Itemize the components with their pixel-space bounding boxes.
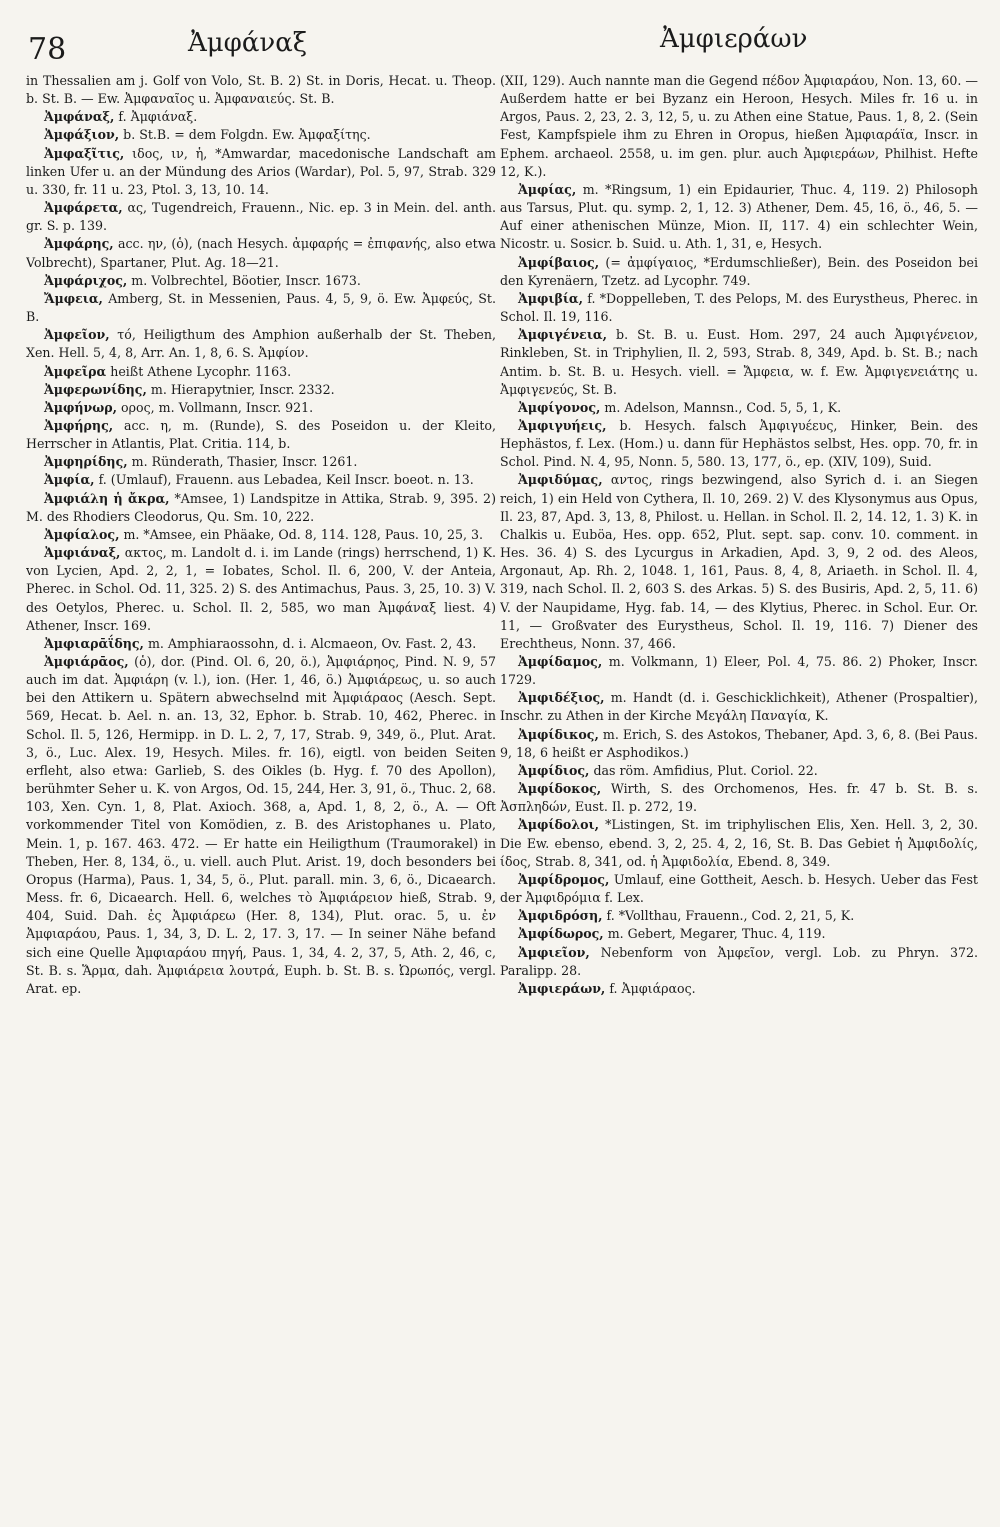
dictionary-entry (26, 108, 496, 126)
entry-text: m. Amphiaraossohn, d. i. Alcmaeon, Ov. Fast. 2, 43. (147, 635, 477, 651)
entry-headword: Ἀμφερωνίδης, (44, 381, 147, 397)
entry-headword: Ἀμφεῖον, (44, 327, 110, 343)
entry-text: b. St.B. = dem Folgdn. Ew. Ἀμφαξίτης. (123, 127, 371, 143)
entry-headword: Ἀμφεῖρα (44, 363, 107, 379)
dictionary-entry (500, 925, 978, 943)
entry-headword: Ἀμφιαρᾱΐδης, (44, 635, 144, 651)
dictionary-entry (500, 726, 978, 762)
entry-text: f. *Vollthau, Frauenn., Cod. 2, 21, 5, K. (606, 908, 855, 924)
right-running-headword: Ἀμφιεράων (660, 24, 808, 54)
right-column (500, 72, 978, 1502)
entry-text: m. Volbrechtel, Böotier, Inscr. 1673. (131, 272, 361, 288)
dictionary-entry (500, 689, 978, 725)
entry-headword: Ἀμφιγένεια, (518, 327, 608, 343)
dictionary-entry (500, 417, 978, 471)
dictionary-entry (26, 544, 496, 635)
dictionary-entry (26, 199, 496, 235)
entry-text: m. Gebert, Megarer, Thuc. 4, 119. (607, 926, 826, 942)
dictionary-entry (26, 272, 496, 290)
dictionary-entry (26, 399, 496, 417)
entry-headword: Ἄμφεια, (44, 290, 103, 306)
entry-text: αντος, rings bezwingend, also Syrich d. i. an Siegen reich, 1) ein Held von Cythera, Il. 10, 269. 2) V. des Klysonymus aus Opus, Il. 23, 87, Apd. 3, 13, 8, Philost. u. Hellan. in Schol. Il. 2, 14. 12, 1. 3) K. in Chalkis u. Euböa, Hes. opp. 652, Plut. sept. sap. conv. 10. comment. in Hes. 36. 4) S. des Lycurgus in Arkadien, Apd. 3, 9, 2 od. des Aleos, Argonaut, Ap. Rh. 2, 1048. 1, 161, Paus. 8, 4, 8, Ariaeth. in Schol. Il. 4, 319, nach Schol. Il. 2, 603 S. des Arkas. 5) S. des Busiris, Apd. 2, 5, 11. 6) V. der Naupidame, Hyg. fab. 14, — des Klytius, Pherec. in Schol. Eur. Or. 11, — Großvater des Eurystheus, Schol. Il. 19, 116. 7) Diener des Erechtheus, Nonn. 37, 466. (500, 472, 978, 651)
entry-text: m. Adelson, Mannsn., Cod. 5, 5, 1, K. (604, 399, 842, 415)
dictionary-entry (500, 471, 978, 653)
entry-headword: Ἀμφίδωρος, (518, 926, 604, 942)
dictionary-entry (26, 526, 496, 544)
dictionary-entry (500, 780, 978, 816)
entry-headword: Ἀμφάρετα, (44, 200, 123, 216)
entry-headword: Ἀμφιάλη ἡ ἄκρα, (44, 490, 170, 506)
entry-headword: Ἀμφιεῖον, (518, 944, 590, 960)
entry-text: m. *Amsee, ein Phäake, Od. 8, 114. 128, Paus. 10, 25, 3. (123, 526, 483, 542)
entry-headword: Ἀμφίδρομος, (518, 871, 610, 887)
entry-text: Amberg, St. in Messenien, Paus. 4, 5, 9, ö. Ew. Ἀμφεύς, St. B. (26, 290, 496, 325)
entry-headword: Ἀμφίδαμος, (518, 654, 603, 669)
entry-text: Umlauf, eine Gottheit, Aesch. b. Hesych. Ueber das Fest der Ἀμφιδρόμια f. Lex. (500, 871, 978, 906)
entry-text: ακτος, m. Landolt d. i. im Lande (rings) herrschend, 1) K. von Lycien, Apd. 2, 2, 1, = Iobates, Schol. Il. 6, 200, V. der Anteia, Pherec. in Schol. Od. 11, 325. 2) S. des Antimachus, Paus. 3, 25, 10. 3) V. des Oetylos, Pherec. u. Schol. Il. 2, 585, wo man Ἀμφάναξ liest. 4) Athener, Inscr. 169. (26, 545, 496, 633)
entry-text: b. St. B. u. Eust. Hom. 297, 24 auch Ἀμφιγένειον, Rinkleben, St. in Triphylien, Il. 2, 593, Strab. 8, 349, Apd. b. St. B.; nach Antim. b. St. B. u. Hesych. viell. = Ἄμφεια, w. f. Ew. Ἀμφιγενειάτης u. Ἀμφιγενεύς, St. B. (500, 327, 978, 397)
entry-text: b. Hesych. falsch Ἀμφιγυέευς, Hinker, Bein. des Hephästos, f. Lex. (Hom.) u. dann für Hephästos selbst, Hes. opp. 70, fr. in Schol. Pind. N. 4, 95, Nonn. 5, 580. 13, 177, ö., ep. (XIV, 109), Suid. (500, 417, 978, 470)
dictionary-entry (26, 126, 496, 144)
entry-headword: Ἀμφήνωρ, (44, 399, 118, 415)
entry-text: ιδος, ιν, ἡ, *Amwardar, macedonische Landschaft am linken Ufer u. an der Mündung des Arios (Wardar), Pol. 5, 97, Strab. 329 u. 330, fr. 11 u. 23, Ptol. 3, 13, 10. 14. (26, 145, 496, 197)
entry-headword: Ἀμφίδολοι, (518, 817, 599, 833)
dictionary-entry (26, 490, 496, 526)
entry-text: ας, Tugendreich, Frauenn., Nic. ep. 3 in Mein. del. anth. gr. S. p. 139. (26, 200, 496, 234)
entry-headword: Ἀμφάξιον, (44, 127, 120, 143)
entry-headword: Ἀμφιάρᾱος, (44, 654, 129, 669)
entry-text: Nebenform von Ἀμφεῖον, vergl. Lob. zu Phryn. 372. Paralipp. 28. (500, 944, 978, 978)
dictionary-entry (500, 980, 978, 998)
entry-continuation (26, 72, 496, 108)
entry-text: m. Erich, S. des Astokos, Thebaner, Apd. 3, 6, 8. (Bei Paus. 9, 18, 6 heißt er Asphodikos.) (500, 726, 978, 760)
dictionary-entry (26, 326, 496, 362)
entry-headword: Ἀμφηρίδης, (44, 454, 128, 470)
dictionary-entry (26, 417, 496, 453)
entry-headword: Ἀμφιγυήεις, (518, 417, 607, 433)
entry-text: (XII, 129). Auch nannte man die Gegend πέδον Ἀμφιαράου, Non. 13, 60. — Außerdem hatte er bei Byzanz ein Heroon, Hesych. Miles fr. 16 u. in Argos, Paus. 2, 23, 2. 3, 12, 5, u. zu Athen eine Statue, Paus. 1, 8, 2. (Sein Fest, Kampfspiele ihm zu Ehren in Oropus, hießen Ἀμφιαράϊα, Inscr. in Ephem. archaeol. 2558, u. im gen. plur. auch Ἀμφιεράων, Philhist. Hefte 12, K.). (500, 73, 978, 179)
entry-text: f. Ἀμφιάναξ. (118, 109, 198, 125)
entry-text: m. Hierapytnier, Inscr. 2332. (150, 381, 335, 397)
entry-headword: Ἀμφία, (44, 472, 95, 488)
entry-text: Wirth, S. des Orchomenos, Hes. fr. 47 b. St. B. s. Ἀσπληδών, Eust. Il. p. 272, 19. (500, 781, 978, 815)
dictionary-entry (500, 181, 978, 254)
entry-text: heißt Athene Lycophr. 1163. (110, 363, 292, 379)
dictionary-entry (500, 326, 978, 399)
dictionary-entry (26, 381, 496, 399)
dictionary-entry (500, 907, 978, 925)
entry-headword: Ἀμφιεράων, (518, 980, 606, 996)
page-number: 78 (28, 32, 67, 67)
entry-headword: Ἀμφίγονος, (518, 399, 601, 415)
entry-headword: Ἀμφίδοκος, (518, 781, 602, 797)
dictionary-entry (500, 871, 978, 907)
dictionary-entry (500, 944, 978, 980)
dictionary-entry (26, 290, 496, 326)
left-column (26, 72, 496, 1502)
dictionary-entry (500, 399, 978, 417)
dictionary-entry (500, 290, 978, 326)
entry-text: (= ἀμφίγαιος, *Erdumschließer), Bein. des Poseidon bei den Kyrenäern, Tzetz. ad Lycophr. 749. (500, 254, 978, 288)
entry-text: m. Volkmann, 1) Eleer, Pol. 4, 75. 86. 2) Phoker, Inscr. 1729. (500, 654, 978, 688)
entry-headword: Ἀμφαξῖτις, (44, 145, 125, 161)
entry-text: ορος, m. Vollmann, Inscr. 921. (121, 399, 314, 415)
entry-headword: Ἀμφιβία, (518, 290, 584, 306)
entry-headword: Ἀμφάναξ, (44, 109, 115, 125)
entry-text: τό, Heiligthum des Amphion außerhalb der St. Theben, Xen. Hell. 5, 4, 8, Arr. An. 1, 8, 6. S. Ἀμφίον. (26, 327, 496, 361)
page-header (0, 22, 1000, 72)
dictionary-entry (26, 235, 496, 271)
entry-text: acc. ην, (ὁ), (nach Hesych. ἀμφαρής = ἐπιφανής, also etwa Volbrecht), Spartaner, Plut. Ag. 18—21. (26, 236, 496, 270)
entry-headword: Ἀμφάριχος, (44, 272, 128, 288)
entry-text: f. (Umlauf), Frauenn. aus Lebadea, Keil Inscr. boeot. n. 13. (98, 472, 474, 488)
entry-headword: Ἀμφίδικος, (518, 726, 599, 742)
entry-headword: Ἀμφίβαιος, (518, 254, 600, 270)
dictionary-entry (500, 653, 978, 689)
entry-text: f. *Doppelleben, T. des Pelops, M. des Eurystheus, Pherec. in Schol. Il. 19, 116. (500, 290, 978, 325)
dictionary-entry (26, 635, 496, 653)
entry-text: das röm. Amfidius, Plut. Coriol. 22. (593, 762, 818, 778)
dictionary-entry (500, 816, 978, 870)
entry-text: acc. η, m. (Runde), S. des Poseidon u. der Kleito, Herrscher in Atlantis, Plat. Critia. 114, b. (26, 417, 496, 452)
entry-text: (ὁ), dor. (Pind. Ol. 6, 20, ö.), Ἀμφιάρηος, Pind. N. 9, 57 auch im dat. Ἀμφιάρη (v. l.), ion. (Her. 1, 46, ö.) Ἀμφιάρεως, u. so auch bei den Attikern u. Spätern abwechselnd mit Ἀμφιάραος (Aesch. Sept. 569, Hecat. b. Ael. n. an. 13, 32, Ephor. b. Strab. 10, 462, Pherec. in Schol. Il. 5, 126, Hermipp. in D. L. 2, 7, 17, Strab. 9, 349, ö., Plut. Arat. 3, ö., Luc. Alex. 19, Hesych. Miles. fr. 16), eigtl. von beiden Seiten erfleht, also etwa: Garlieb, S. des Oikles (b. Hyg. f. 70 des Apollon), berühmter Seher u. K. von Argos, Od. 15, 244, Her. 3, 91, ö., Thuc. 2, 68. 103, Xen. Cyn. 1, 8, Plat. Axioch. 368, a, Apd. 1, 8, 2, ö., A. — Oft vorkommender Titel von Komödien, z. B. des Aristophanes u. Plato, Mein. 1, p. 167. 463. 472. — Er hatte ein Heiligthum (Traumorakel) in Theben, Her. 8, 134, ö., u. viell. auch Plut. Arist. 19, doch besonders bei Oropus (Harma), Paus. 1, 34, 5, ö., Plut. parall. min. 3, 6, ö., Dicaearch. Mess. fr. 6, Dicaearch. Hell. 6, welches τὸ Ἀμφιάρειον hieß, Strab. 9, 404, Suid. Dah. ἐς Ἀμφιάρεω (Her. 8, 134), Plut. orac. 5, u. ἐν Ἀμφιαράου, Paus. 1, 34, 3, D. L. 2, 17. 3, 17. — In seiner Nähe befand sich eine Quelle Ἀμφιαράου πηγή, Paus. 1, 34, 4. 2, 37, 5, Ath. 2, 46, c, St. B. s. Ἅρμα, dah. Ἀμφιάρεια λουτρά, Euph. b. St. B. s. Ὠρωπός, vergl. Arat. ep. (26, 654, 496, 996)
entry-text: m. Handt (d. i. Geschicklichkeit), Athener (Prospaltier), Inschr. zu Athen in der Kirche Μεγάλη Παναγία, K. (500, 690, 978, 724)
entry-headword: Ἀμφάρης, (44, 236, 114, 252)
dictionary-entry (500, 254, 978, 290)
entry-headword: Ἀμφίας, (518, 181, 577, 197)
entry-text: m. Ründerath, Thasier, Inscr. 1261. (131, 454, 358, 470)
entry-text: m. *Ringsum, 1) ein Epidaurier, Thuc. 4, 119. 2) Philosoph aus Tarsus, Plut. qu. symp. 2, 1, 12. 3) Athener, Dem. 45, 16, ö., 46, 5. — Auf einer athenischen Münze, Mion. II, 117. 4) ein schlechter Wein, Nicostr. u. Sosicr. b. Suid. u. Ath. 1, 31, e, Hesych. (500, 181, 978, 252)
entry-headword: Ἀμφιδρόση, (518, 908, 603, 924)
entry-text: *Listingen, St. im triphylischen Elis, Xen. Hell. 3, 2, 30. Die Ew. ebenso, ebend. 3, 2, 25. 4, 2, 16, St. B. Das Gebiet ἡ Ἀμφιδολίς, ίδος, Strab. 8, 341, od. ἡ Ἀμφιδολία, Ebend. 8, 349. (500, 817, 978, 869)
dictionary-entry (26, 453, 496, 471)
entry-headword: Ἀμφίαλος, (44, 526, 120, 542)
dictionary-entry (26, 363, 496, 381)
entry-headword: Ἀμφιδέξιος, (518, 690, 605, 706)
entry-text: f. Ἀμφιάραος. (609, 980, 696, 996)
left-running-headword: Ἀμφάναξ (188, 28, 308, 58)
dictionary-entry (500, 762, 978, 780)
dictionary-entry (26, 653, 496, 998)
entry-continuation (500, 72, 978, 181)
entry-text: *Amsee, 1) Landspitze in Attika, Strab. 9, 395. 2) M. des Rhodiers Cleodorus, Qu. Sm. 10, 222. (26, 490, 496, 524)
entry-headword: Ἀμφήρης, (44, 417, 114, 433)
dictionary-entry (26, 145, 496, 199)
entry-headword: Ἀμφιδύμας, (518, 472, 603, 488)
dictionary-entry (26, 471, 496, 489)
entry-text: in Thessalien am j. Golf von Volo, St. B. 2) St. in Doris, Hecat. u. Theop. b. St. B. — Ew. Ἀμφαναῖος u. Ἀμφαναιεύς. St. B. (26, 73, 496, 107)
entry-headword: Ἀμφίδιος, (518, 762, 590, 778)
entry-headword: Ἀμφιάναξ, (44, 545, 121, 561)
